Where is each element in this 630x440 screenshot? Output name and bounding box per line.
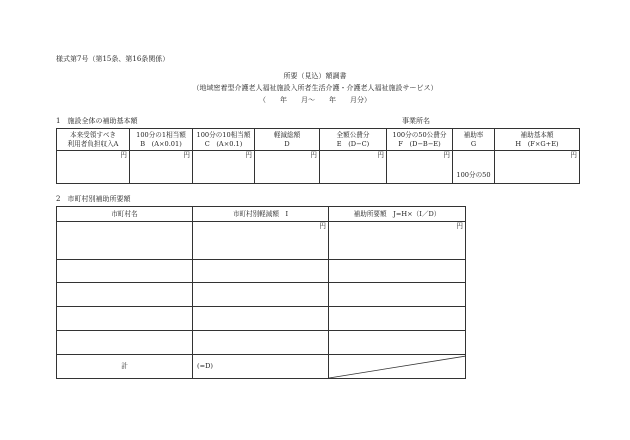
page-subtitle: （地域密着型介護老人福祉施設入所者生活介護・介護老人福祉施設サービス） — [192, 84, 438, 92]
required-cell[interactable] — [329, 331, 466, 355]
required-cell[interactable] — [329, 283, 466, 307]
total-note: (=D) — [197, 362, 213, 371]
required-cell[interactable]: 円 — [329, 222, 466, 260]
office-name-label: 事業所名 — [402, 117, 430, 125]
page-title: 所要（見込）額調書 — [283, 72, 347, 80]
cell-b[interactable]: 円 — [130, 151, 193, 184]
reduction-cell[interactable] — [193, 331, 329, 355]
cell-c[interactable]: 円 — [193, 151, 255, 184]
reduction-cell[interactable] — [193, 283, 329, 307]
col-header-a — [57, 129, 130, 151]
col-header-h-line2: H (F×G+E) — [515, 139, 559, 148]
cell-g-rate: 100分の50 — [453, 151, 495, 184]
col-header-d-line1: 軽減総額 — [273, 130, 301, 139]
col-header-c-line1: 100分の10相当額 — [196, 130, 251, 139]
col-header-h-line1: 補助基本額 — [520, 130, 554, 139]
col-header-f-line2: F (D−B−E) — [398, 139, 441, 148]
city-name-cell[interactable] — [57, 331, 193, 355]
col-header-c — [193, 129, 255, 151]
col-header-c-line2: C (A×0.1) — [204, 139, 243, 148]
table-row — [57, 331, 466, 355]
col-header-a-line2: 利用者負担収入A — [67, 139, 119, 148]
col-header-e-line2: E (D−C) — [336, 139, 370, 148]
section1-heading: 1 施設全体の補助基本額 — [56, 117, 138, 125]
cell-e[interactable]: 円 — [320, 151, 387, 184]
city-name-cell[interactable] — [57, 260, 193, 283]
col-header-required: 補助所要額 J=H×（I／D） — [329, 207, 466, 222]
cell-d[interactable]: 円 — [255, 151, 320, 184]
reduction-cell[interactable]: 円 — [193, 222, 329, 260]
col-header-b-line1: 100分の1相当額 — [136, 130, 186, 139]
col-header-d-line2: D — [284, 139, 290, 148]
required-cell[interactable] — [329, 260, 466, 283]
cell-f[interactable]: 円 — [387, 151, 453, 184]
col-header-a-line1: 本来受領すべき — [69, 130, 117, 139]
cell-a[interactable]: 円 — [57, 151, 130, 184]
reduction-cell[interactable] — [193, 307, 329, 331]
table-row — [57, 260, 466, 283]
city-name-cell[interactable] — [57, 222, 193, 260]
subsidy-base-table — [56, 128, 580, 184]
col-header-b — [130, 129, 193, 151]
city-name-cell[interactable] — [57, 283, 193, 307]
required-cell[interactable] — [329, 307, 466, 331]
col-header-g-line1: 補助率 — [463, 130, 484, 139]
reduction-cell[interactable] — [193, 260, 329, 283]
diagonal-line-icon — [329, 355, 466, 379]
city-subsidy-table — [56, 206, 466, 379]
section2-heading: 2 市町村別補助所要額 — [56, 195, 131, 203]
col-header-reduction: 市町村別軽減額 I — [193, 207, 329, 222]
total-label: 計 — [57, 355, 193, 379]
col-header-f-line1: 100分の50公費分 — [392, 130, 447, 139]
total-reduction-cell[interactable] — [193, 355, 329, 379]
total-required-cell-crossed — [329, 355, 466, 379]
col-header-f — [387, 129, 453, 151]
col-header-h — [495, 129, 580, 151]
total-row — [57, 355, 466, 379]
table-row — [57, 222, 466, 260]
col-header-g — [453, 129, 495, 151]
table-row — [57, 283, 466, 307]
table-row — [57, 307, 466, 331]
col-header-e — [320, 129, 387, 151]
col-header-b-line2: B (A×0.01) — [140, 139, 182, 148]
city-name-cell[interactable] — [57, 307, 193, 331]
period-line: （ 年 月～ 年 月分） — [259, 96, 371, 104]
form-number: 様式第7号（第15条、第16条関係） — [56, 55, 170, 63]
col-header-city: 市町村名 — [57, 207, 193, 222]
col-header-e-line1: 全額公費分 — [336, 130, 370, 139]
col-header-g-line2: G — [470, 139, 477, 148]
col-header-d — [255, 129, 320, 151]
cell-h[interactable]: 円 — [495, 151, 580, 184]
